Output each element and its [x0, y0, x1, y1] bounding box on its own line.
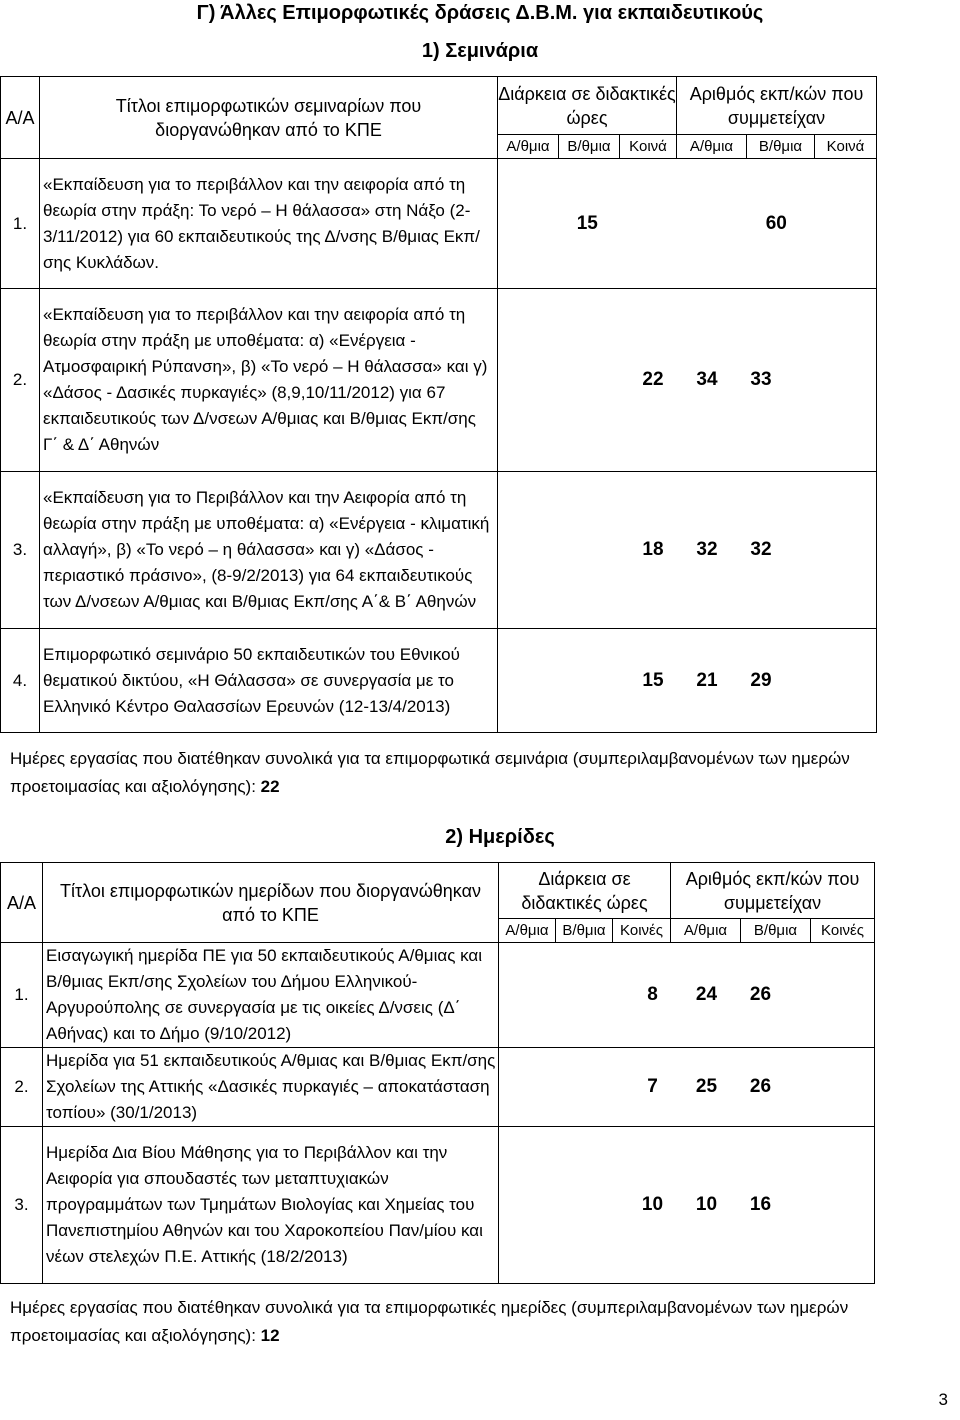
row-number: 3.: [1, 472, 40, 629]
sub-header: Κοινά: [815, 135, 877, 159]
summary-text: Ημέρες εργασίας που διατέθηκαν συνολικά για τα επιμορφωτικά σεμινάρια (συμπεριλαμβανομένων των ημερών προετοιμασίας και αξιολόγησης):: [10, 749, 850, 796]
workshops-summary: [10, 1294, 950, 1350]
table-row: [1, 1127, 875, 1284]
sub-header: Κοινές: [811, 919, 875, 943]
row-number: 1.: [1, 943, 43, 1048]
table-row: [1, 289, 877, 472]
participants-value: 8: [647, 984, 658, 1005]
column-header-participants: Αριθμός εκπ/κών που συμμετείχαν: [677, 77, 877, 135]
row-number: 1.: [1, 159, 40, 289]
table-row: [1, 943, 875, 1048]
workshops-section-title: 2) Ημερίδες: [445, 826, 555, 848]
row-number: 2.: [1, 1048, 43, 1127]
seminars-table: [0, 76, 877, 733]
table-row: [1, 629, 877, 733]
row-title: «Εκπαίδευση για το περιβάλλον και την αειφορία από τη θεωρία στην πράξη με υποθέματα: α) «Ενέργεια - Ατμοσφαιρική Ρύπανση», β) «Το νερό – Η θάλασσα» και γ) «Δάσος - Δασικές πυρκαγιές» (8,9,10/11/2012) για 67 εκπαιδευτικούς των Δ/νσεων Α/θμιας και Β/θμιας Εκπ/σης Γ΄ & Δ΄ Αθηνών: [40, 289, 498, 472]
participants-value: 26: [749, 984, 772, 1005]
row-number: 2.: [1, 289, 40, 472]
sub-header: Α/θμια: [671, 919, 741, 943]
workshops-table: [0, 862, 875, 1284]
table-row: [1, 472, 877, 629]
sub-header: Κοινά: [620, 135, 677, 159]
page-heading: Γ) Άλλες Επιμορφωτικές δράσεις Δ.Β.Μ. για εκπαιδευτικούς: [196, 2, 764, 24]
participants-value: 18: [642, 539, 664, 560]
participants-value: 22: [642, 369, 664, 390]
row-title: Εισαγωγική ημερίδα ΠΕ για 50 εκπαιδευτικούς Α/θμιας και Β/θμιας Εκπ/σης Σχολείων του Δήμου Ελληνικού-Αργυρούπολης σε συνεργασία με τις οικείες Δ/νσεις (Δ΄ Αθήνας) και το Δήμο (9/10/2012): [43, 943, 499, 1048]
participants-value: 32: [750, 539, 772, 560]
sub-header: Κοινές: [613, 919, 671, 943]
column-header-duration: Διάρκεια σε διδακτικές ώρες: [498, 77, 677, 135]
sub-header: Β/θμια: [741, 919, 811, 943]
participants-value: 60: [765, 212, 787, 234]
seminars-section-title: 1) Σεμινάρια: [421, 40, 539, 62]
sub-header: Α/θμια: [499, 919, 556, 943]
participants-value: 33: [750, 369, 772, 390]
page-number: 3: [938, 1390, 948, 1409]
participants-value: 32: [696, 539, 718, 560]
summary-value: 22: [260, 777, 280, 796]
summary-text: Ημέρες εργασίας που διατέθηκαν συνολικά για τα επιμορφωτικές ημερίδες (συμπεριλαμβανομένων των ημερών προετοιμασίας και αξιολόγησης):: [10, 1298, 849, 1345]
table-row: [1, 1048, 875, 1127]
column-header-title: Τίτλοι επιμορφωτικών ημερίδων που διοργανώθηκαν από το ΚΠΕ: [43, 863, 499, 943]
row-title: Ημερίδα για 51 εκπαιδευτικούς Α/θμιας και Β/θμιας Εκπ/σης Σχολείων της Αττικής «Δασικές πυρκαγιές – αποκατάσταση τοπίου» (30/1/2013): [43, 1048, 499, 1127]
row-title: «Εκπαίδευση για το περιβάλλον και την αειφορία από τη θεωρία στην πράξη: Το νερό – Η θάλασσα» στη Νάξο (2-3/11/2012) για 60 εκπαιδευτικούς της Δ/νσης Β/θμιας Εκπ/σης Κυκλάδων.: [40, 159, 498, 289]
row-number: 3.: [1, 1127, 43, 1284]
column-header-aa: Α/Α: [1, 863, 43, 943]
participants-value: 26: [749, 1076, 772, 1097]
column-header-participants: Αριθμός εκπ/κών που συμμετείχαν: [671, 863, 875, 919]
participants-value: 24: [695, 984, 718, 1005]
participants-value: 15: [642, 669, 664, 691]
sub-header: Α/θμια: [498, 135, 559, 159]
row-title: Ημερίδα Δια Βίου Μάθησης για το Περιβάλλον και την Αειφορία για σπουδαστές των μεταπτυχιακών προγραμμάτων των Τμημάτων Βιολογίας και Χημείας του Πανεπιστημίου Αθηνών και του Χαροκοπείου Παν/μίου και νέων στελεχών Π.Ε. Αττικής (18/2/2013): [43, 1127, 499, 1284]
sub-header: Β/θμια: [747, 135, 815, 159]
sub-header: Β/θμια: [556, 919, 613, 943]
row-title: Επιμορφωτικό σεμινάριο 50 εκπαιδευτικών του Εθνικού θεματικού δικτύου, «Η Θάλασσα» σε συνεργασία με το Ελληνικό Κέντρο Θαλασσίων Ερευνών (12-13/4/2013): [40, 629, 498, 733]
duration-value: 15: [576, 212, 598, 234]
column-header-duration: Διάρκεια σε διδακτικές ώρες: [499, 863, 671, 919]
participants-value: 16: [749, 1194, 772, 1215]
participants-value: 7: [647, 1076, 658, 1097]
summary-value: 12: [260, 1326, 280, 1345]
sub-header: Α/θμια: [677, 135, 747, 159]
seminars-summary: [10, 745, 950, 801]
participants-value: 34: [696, 369, 718, 390]
sub-header: Β/θμια: [559, 135, 620, 159]
participants-value: 10: [695, 1194, 718, 1215]
column-header-title: Τίτλοι επιμορφωτικών σεμιναρίων που διοργανώθηκαν από το ΚΠΕ: [40, 77, 498, 159]
row-title: «Εκπαίδευση για το Περιβάλλον και την Αειφορία από τη θεωρία στην πράξη με υποθέματα: α) «Ενέργεια - κλιματική αλλαγή», β) «Το νερό – η θάλασσα» και γ) «Δάσος - περιαστικό πράσινο», (8-9/2/2013) για 64 εκπαιδευτικούς των Δ/νσεων Α/θμιας και Β/θμιας Εκπ/σης Α΄& Β΄ Αθηνών: [40, 472, 498, 629]
participants-value: 21: [696, 669, 718, 691]
column-header-aa: Α/Α: [1, 77, 40, 159]
row-number: 4.: [1, 629, 40, 733]
participants-value: 29: [750, 669, 772, 691]
participants-value: 10: [641, 1194, 664, 1215]
participants-value: 25: [695, 1076, 718, 1097]
table-row: [1, 159, 877, 289]
